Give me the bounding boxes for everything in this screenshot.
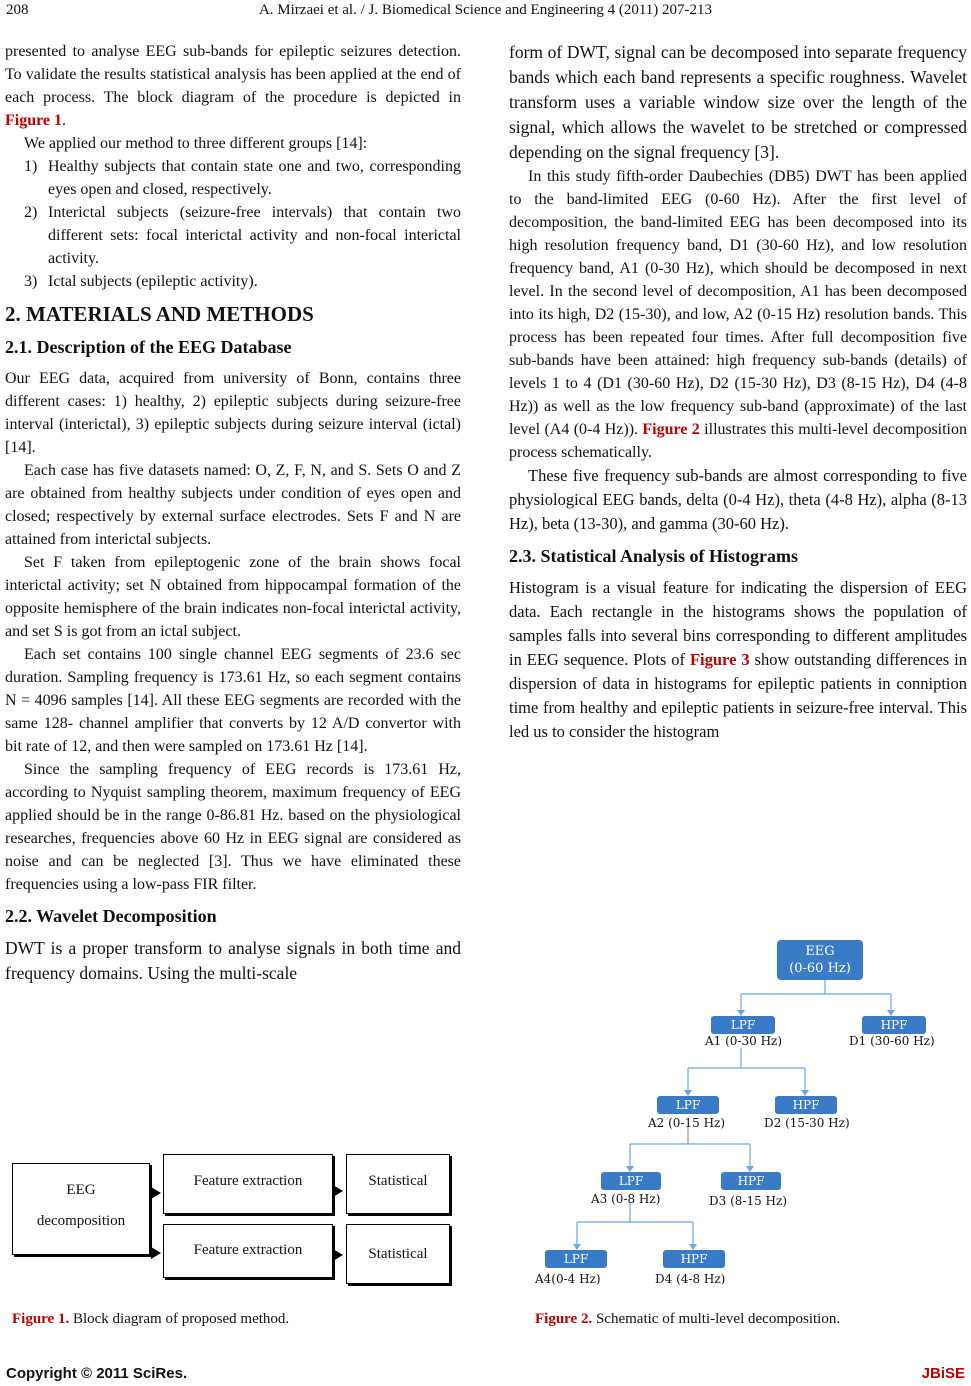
figure3-ref[interactable]: Figure 3 [689, 650, 750, 669]
page-number: 208 [6, 2, 29, 18]
a2-label: A2 (0-15 Hz) [648, 1116, 726, 1130]
paragraph: form of DWT, signal can be decomposed into separate frequency bands which each band represents a specific roughness. Wavelet transform uses a variable window size over the length of the signal, which allows the wavelet to be stretched or compressed depending on the signal frequency [3]. [509, 42, 967, 162]
paragraph: Our EEG data, acquired from university of Bonn, contains three different cases: 1) healthy, 2) epileptic subjects during seizure-free interval (interictal), 3) epileptic subjects during seizure interval (ictal) [14]. [5, 370, 461, 456]
hpf-node: HPF [775, 1096, 837, 1114]
paragraph: Since the sampling frequency of EEG records is 173.61 Hz, according to Nyquist sampling theorem, maximum frequency of EEG applied should be in the range 0-86.81 Hz. based on the physiological researches, frequencies above 60 Hz in EEG signal are considered as noise and can be neglected [3]. Thus we have eliminated these frequencies using a low-pass FIR filter. [5, 761, 461, 893]
statistical-box: Statistical [346, 1154, 450, 1214]
d3-label: D3 (8-15 Hz) [709, 1194, 787, 1208]
paragraph: Set F taken from epileptogenic zone of the brain shows focal interictal activity; set N obtained from hippocampal formation of the opposite hemisphere of the brain indicates non-focal interictal activity, and set S is got from an ictal subject. [5, 554, 461, 640]
figure2-caption: Figure 2. Schematic of multi-level decomposition. [535, 1311, 841, 1327]
arrow-icon [151, 1187, 161, 1199]
hpf-node: HPF [721, 1172, 781, 1190]
left-column [5, 40, 461, 986]
list-item: 2) Interictal subjects (seizure-free intervals) that contain two different sets: focal interictal activity and non-focal interictal activity. [24, 204, 461, 267]
d2-label: D2 (15-30 Hz) [764, 1116, 850, 1130]
section-title: 2. MATERIALS AND METHODS [5, 302, 314, 326]
lpf-node: LPF [657, 1096, 719, 1114]
groups-intro: We applied our method to three different groups [14]: [24, 135, 368, 152]
a3-label: A3 (0-8 Hz) [591, 1192, 661, 1206]
feature-extraction-box: Feature extraction [163, 1154, 333, 1214]
d1-label: D1 (30-60 Hz) [849, 1034, 935, 1048]
paragraph: In this study fifth-order Daubechies (DB5) DWT has been applied to the band-limited EEG (0-60 Hz). After the first level of decomposition, the band-limited EEG has been decomposed into its high resolution frequency band, D1 (30-60 Hz), and low resolution frequency band, A1 (0-30 Hz), which should be decomposed in next level. In the second level of decomposition, A1 has been decomposed into its high, D2 (15-30), and low, A2 (0-15 Hz) resolution bands. This process has been repeated four times. After full decomposition five sub-bands have been attained: high frequency sub-bands (details) of levels 1 to 4 (D1 (30-60 Hz), D2 (15-30 Hz), D3 (8-15 Hz), D4 (4-8 Hz)) as well as the low frequency sub-band (approximate) of the last level (A4 (0-4 Hz)). Figure 2 illustrates this multi-level decomposition process schematically. [509, 168, 968, 461]
d4-label: D4 (4-8 Hz) [655, 1272, 726, 1286]
right-column [509, 40, 967, 744]
a1-label: A1 (0-30 Hz) [705, 1034, 783, 1048]
groups-list [5, 155, 461, 293]
figure1-caption: Figure 1. Block diagram of proposed method. [12, 1311, 290, 1327]
figure2-diagram [535, 930, 945, 1292]
feature-extraction-box: Feature extraction [163, 1224, 333, 1278]
intro-paragraph: presented to analyse EEG sub-bands for epileptic seizures detection. To validate the results statistical analysis has been applied at the end of each process. The block diagram of the procedure is depicted in Figure 1. [5, 43, 461, 129]
copyright: Copyright © 2011 SciRes. [6, 1365, 188, 1382]
eeg-decomposition-box: EEG decomposition [12, 1163, 150, 1255]
running-title: A. Mirzaei et al. / J. Biomedical Science and Engineering 4 (2011) 207-213 [258, 2, 713, 18]
subsection-title-2-3: 2.3. Statistical Analysis of Histograms [509, 546, 799, 566]
lpf-node: LPF [711, 1016, 775, 1034]
paragraph: Each case has five datasets named: O, Z, F, N, and S. Sets O and Z are obtained from healthy subjects under condition of eyes open and closed; respectively by external surface electrodes. Sets F and N are attained from interictal subjects. [5, 462, 461, 548]
subsection-title-2-1: 2.1. Description of the EEG Database [5, 337, 292, 357]
figure2-ref[interactable]: Figure 2 [642, 421, 700, 438]
figure1-diagram [12, 1160, 452, 1280]
decomposition-tree [535, 930, 945, 1292]
paragraph: Each set contains 100 single channel EEG segments of 23.6 sec duration. Sampling frequency is 173.61 Hz, so each segment contains N = 4096 samples [14]. All these EEG segments are recorded with the same 128- channel amplifier that converts by 12 A/D convertor with bit rate of 12, and then were sampled on 173.61 Hz [14]. [5, 646, 461, 755]
hpf-node: HPF [663, 1250, 725, 1268]
arrow-icon [333, 1249, 343, 1261]
paragraph: Histogram is a visual feature for indicating the dispersion of EEG data. Each rectangle in the histograms shows the population of samples falls into several bins corresponding to different amplitudes in EEG sequence. Plots of Figure 3 show outstanding differences in dispersion of data in histograms for epileptic patients in conniption time from healthy and epileptic patients in seizure-free interval. This led us to consider the histogram [509, 578, 967, 741]
journal-abbrev[interactable]: JBiSE [921, 1365, 965, 1382]
list-item: 3) Ictal subjects (epileptic activity). [24, 273, 258, 290]
a4-label: A4(0-4 Hz) [535, 1272, 601, 1286]
paragraph: DWT is a proper transform to analyse signals in both time and frequency domains. Using the multi-scale [5, 938, 461, 983]
arrow-icon [151, 1247, 161, 1259]
subsection-title-2-2: 2.2. Wavelet Decomposition [5, 906, 217, 926]
list-item: 1) Healthy subjects that contain state one and two, corresponding eyes open and closed, respectively. [24, 158, 461, 198]
eeg-root-node: EEG (0-60 Hz) [777, 940, 863, 980]
statistical-box: Statistical [346, 1224, 450, 1284]
lpf-node: LPF [545, 1250, 607, 1268]
paragraph: These five frequency sub-bands are almost corresponding to five physiological EEG bands, delta (0-4 Hz), theta (4-8 Hz), alpha (8-13 Hz), beta (13-30), and gamma (30-60 Hz). [509, 466, 967, 533]
arrow-icon [333, 1185, 343, 1197]
hpf-node: HPF [862, 1016, 926, 1034]
figure1-ref[interactable]: Figure 1 [5, 112, 63, 129]
lpf-node: LPF [601, 1172, 661, 1190]
